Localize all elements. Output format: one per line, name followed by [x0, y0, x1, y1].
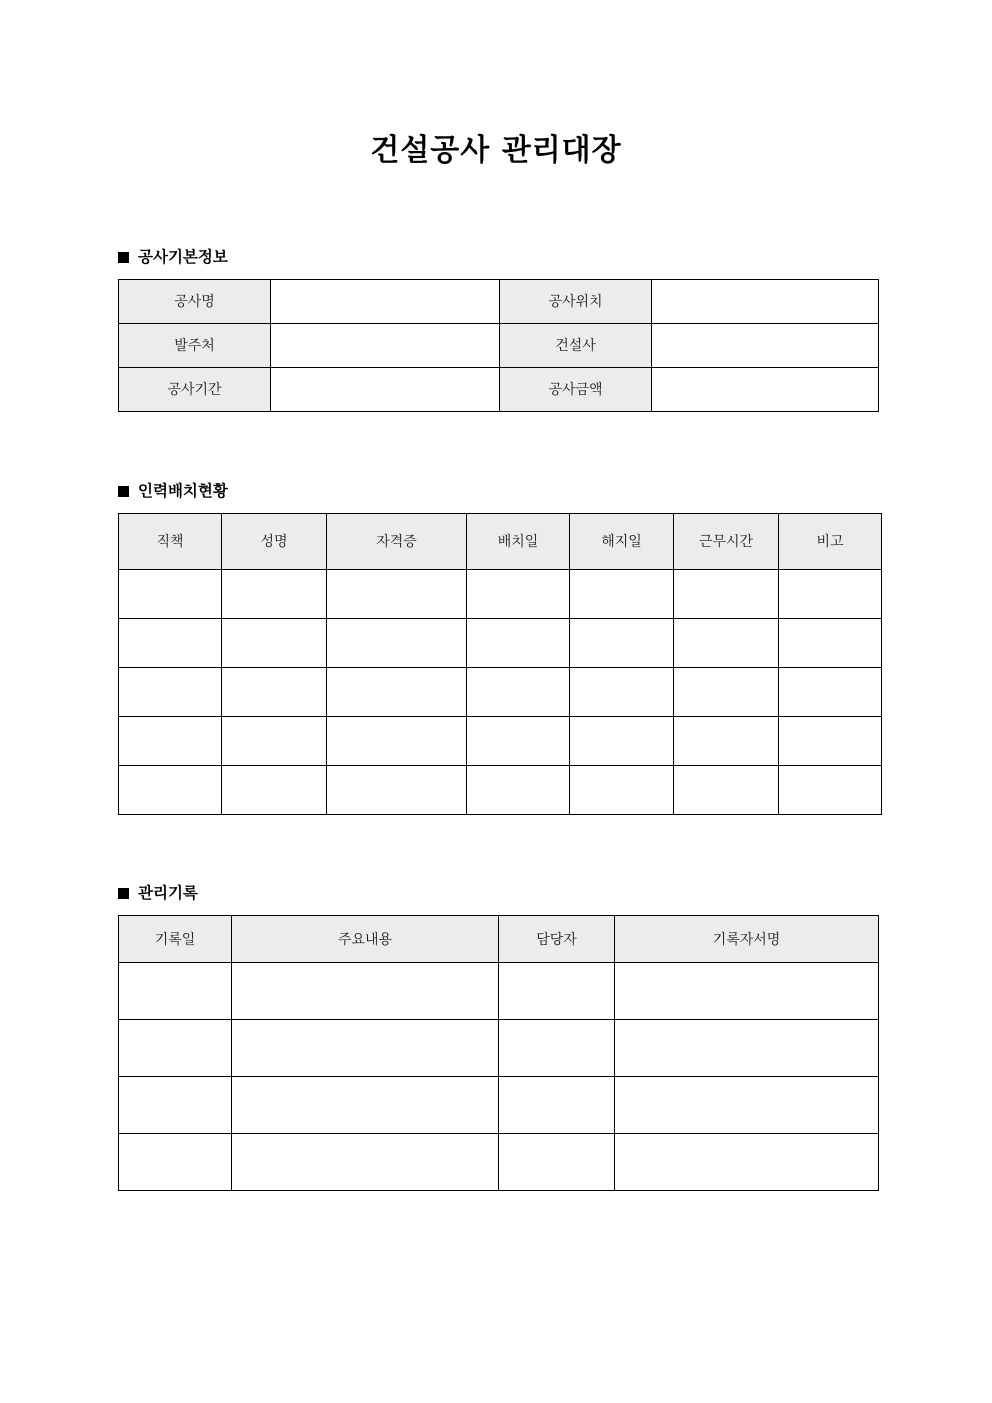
cell-record-date[interactable] — [119, 962, 232, 1019]
cell-assign-date[interactable] — [467, 618, 570, 667]
table-row — [119, 279, 879, 323]
cell-release-date[interactable] — [570, 716, 674, 765]
cell-signature[interactable] — [615, 1076, 879, 1133]
field-label-client: 발주처 — [119, 323, 271, 367]
cell-remarks[interactable] — [779, 765, 882, 814]
field-value-project-location[interactable] — [652, 279, 879, 323]
table-row — [119, 667, 882, 716]
section-heading-label: 관리기록 — [138, 884, 198, 902]
cell-remarks[interactable] — [779, 667, 882, 716]
table-row — [119, 569, 882, 618]
cell-position[interactable] — [119, 716, 222, 765]
cell-signature[interactable] — [615, 1133, 879, 1190]
cell-remarks[interactable] — [779, 618, 882, 667]
basic-info-table — [118, 279, 879, 412]
cell-assign-date[interactable] — [467, 667, 570, 716]
cell-main-content[interactable] — [232, 1019, 499, 1076]
records-table — [118, 915, 879, 1191]
cell-assign-date[interactable] — [467, 569, 570, 618]
cell-certificate[interactable] — [327, 667, 467, 716]
column-header-main-content: 주요내용 — [232, 915, 499, 962]
cell-position[interactable] — [119, 618, 222, 667]
cell-assign-date[interactable] — [467, 765, 570, 814]
cell-certificate[interactable] — [327, 569, 467, 618]
cell-release-date[interactable] — [570, 667, 674, 716]
field-value-project-period[interactable] — [271, 367, 500, 411]
cell-person[interactable] — [499, 1133, 615, 1190]
table-row — [119, 323, 879, 367]
table-row — [119, 1076, 879, 1133]
cell-record-date[interactable] — [119, 1133, 232, 1190]
table-header-row — [119, 915, 879, 962]
cell-certificate[interactable] — [327, 618, 467, 667]
cell-record-date[interactable] — [119, 1076, 232, 1133]
field-label-project-location: 공사위치 — [500, 279, 652, 323]
column-header-person: 담당자 — [499, 915, 615, 962]
cell-signature[interactable] — [615, 962, 879, 1019]
column-header-record-date: 기록일 — [119, 915, 232, 962]
cell-release-date[interactable] — [570, 765, 674, 814]
section-records — [118, 886, 874, 1191]
cell-certificate[interactable] — [327, 765, 467, 814]
cell-signature[interactable] — [615, 1019, 879, 1076]
section-heading-manpower — [118, 484, 874, 500]
column-header-name: 성명 — [222, 513, 327, 569]
field-value-contractor[interactable] — [652, 323, 879, 367]
cell-main-content[interactable] — [232, 1076, 499, 1133]
column-header-release-date: 해지일 — [570, 513, 674, 569]
cell-name[interactable] — [222, 765, 327, 814]
manpower-table — [118, 513, 882, 815]
cell-work-hours[interactable] — [674, 569, 779, 618]
cell-work-hours[interactable] — [674, 618, 779, 667]
field-value-client[interactable] — [271, 323, 500, 367]
section-heading-basic-info — [118, 250, 874, 266]
cell-name[interactable] — [222, 618, 327, 667]
field-value-project-name[interactable] — [271, 279, 500, 323]
section-basic-info — [118, 250, 874, 412]
cell-remarks[interactable] — [779, 569, 882, 618]
square-bullet-icon — [118, 888, 129, 899]
cell-name[interactable] — [222, 716, 327, 765]
cell-release-date[interactable] — [570, 569, 674, 618]
table-header-row — [119, 513, 882, 569]
table-row — [119, 618, 882, 667]
cell-position[interactable] — [119, 569, 222, 618]
cell-person[interactable] — [499, 1019, 615, 1076]
field-label-contractor: 건설사 — [500, 323, 652, 367]
field-label-project-name: 공사명 — [119, 279, 271, 323]
cell-assign-date[interactable] — [467, 716, 570, 765]
field-label-project-amount: 공사금액 — [500, 367, 652, 411]
field-value-project-amount[interactable] — [652, 367, 879, 411]
column-header-assign-date: 배치일 — [467, 513, 570, 569]
page-title: 건설공사 관리대장 — [370, 133, 622, 168]
table-row — [119, 1019, 879, 1076]
section-heading-label: 공사기본정보 — [138, 248, 228, 266]
column-header-signature: 기록자서명 — [615, 915, 879, 962]
square-bullet-icon — [118, 486, 129, 497]
column-header-position: 직책 — [119, 513, 222, 569]
cell-work-hours[interactable] — [674, 765, 779, 814]
table-row — [119, 367, 879, 411]
table-row — [119, 1133, 879, 1190]
field-label-project-period: 공사기간 — [119, 367, 271, 411]
cell-remarks[interactable] — [779, 716, 882, 765]
section-manpower — [118, 484, 874, 815]
cell-main-content[interactable] — [232, 1133, 499, 1190]
cell-work-hours[interactable] — [674, 667, 779, 716]
column-header-work-hours: 근무시간 — [674, 513, 779, 569]
cell-position[interactable] — [119, 667, 222, 716]
column-header-certificate: 자격증 — [327, 513, 467, 569]
cell-release-date[interactable] — [570, 618, 674, 667]
cell-name[interactable] — [222, 569, 327, 618]
section-heading-label: 인력배치현황 — [138, 482, 228, 500]
column-header-remarks: 비고 — [779, 513, 882, 569]
square-bullet-icon — [118, 252, 129, 263]
table-row — [119, 716, 882, 765]
cell-person[interactable] — [499, 962, 615, 1019]
table-row — [119, 962, 879, 1019]
cell-certificate[interactable] — [327, 716, 467, 765]
cell-name[interactable] — [222, 667, 327, 716]
section-heading-records — [118, 886, 874, 902]
cell-main-content[interactable] — [232, 962, 499, 1019]
cell-position[interactable] — [119, 765, 222, 814]
cell-record-date[interactable] — [119, 1019, 232, 1076]
table-row — [119, 765, 882, 814]
cell-work-hours[interactable] — [674, 716, 779, 765]
cell-person[interactable] — [499, 1076, 615, 1133]
